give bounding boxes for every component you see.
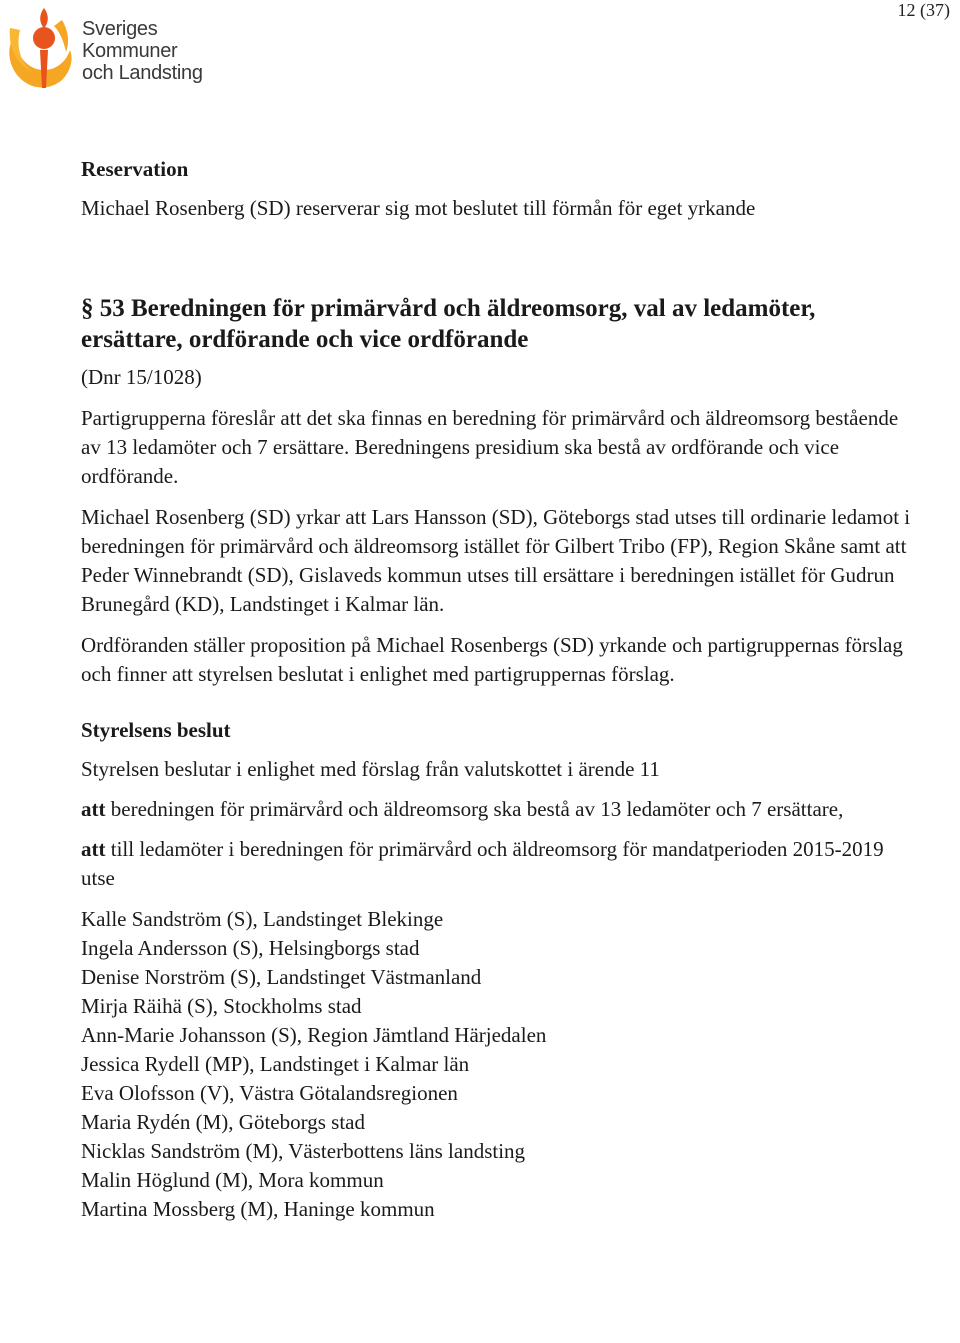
att-keyword: att: [81, 837, 106, 861]
list-item: Martina Mossberg (M), Haninge kommun: [81, 1197, 435, 1221]
dnr-reference: (Dnr 15/1028): [81, 365, 202, 389]
list-item: Ann-Marie Johansson (S), Region Jämtland Härjedalen: [81, 1023, 547, 1047]
list-item: Maria Rydén (M), Göteborgs stad: [81, 1110, 365, 1134]
decision-clause-2: [81, 835, 921, 893]
list-item: Mirja Räihä (S), Stockholms stad: [81, 994, 362, 1018]
list-item: Nicklas Sandström (M), Västerbottens läns landsting: [81, 1139, 526, 1163]
list-item: Eva Olofsson (V), Västra Götalandsregionen: [81, 1081, 458, 1105]
list-item: Jessica Rydell (MP), Landstinget i Kalmar län: [81, 1052, 470, 1076]
logo-line-1: Sveriges: [82, 18, 158, 40]
clause-text: beredningen för primärvård och äldreomsorg ska bestå av 13 ledamöter och 7 ersättare,: [105, 797, 844, 821]
list-item: Malin Höglund (M), Mora kommun: [81, 1168, 384, 1192]
clause-text: till ledamöter i beredningen för primärvård och äldreomsorg för mandatperioden 2015-2019 utse: [81, 837, 884, 890]
att-keyword: att: [81, 797, 106, 821]
list-item: Denise Norström (S), Landstinget Västmanland: [81, 965, 482, 989]
decision-clause-1: [81, 795, 921, 824]
section-heading: § 53 Beredningen för primärvård och äldreomsorg, val av ledamöter, ersättare, ordförande och vice ordförande: [81, 295, 816, 353]
decision-heading: Styrelsens beslut: [81, 718, 231, 742]
paragraph-motion: Michael Rosenberg (SD) yrkar att Lars Hansson (SD), Göteborgs stad utses till ordinarie ledamot i beredningen för primärvård och äldreomsorg istället för Gilbert Tribo (FP), Region Skåne samt att Peder Winnebrandt (SD), Gislaveds kommun utses till ersättare i beredningen istället för Gudrun Brunegård (KD), Landstinget i Kalmar län.: [81, 505, 911, 616]
logo-line-2: Kommuner: [82, 40, 178, 62]
logo-line-3: och Landsting: [82, 62, 203, 84]
list-item: Ingela Andersson (S), Helsingborgs stad: [81, 936, 420, 960]
organization-logo: [4, 6, 214, 92]
page-number: 12 (37): [897, 0, 950, 20]
document-body: [81, 155, 921, 1224]
member-list: [81, 905, 921, 1224]
list-item: Kalle Sandström (S), Landstinget Blekinge: [81, 907, 444, 931]
paragraph-proposition: Ordföranden ställer proposition på Michael Rosenbergs (SD) yrkande och partigruppernas förslag och finner att styrelsen beslutat i enlighet med partigruppernas förslag.: [81, 633, 903, 686]
decision-intro: Styrelsen beslutar i enlighet med förslag från valutskottet i ärende 11: [81, 757, 660, 781]
reservation-heading: Reservation: [81, 157, 189, 181]
logo-text: [82, 18, 203, 84]
paragraph-proposal: Partigrupperna föreslår att det ska finnas en beredning för primärvård och äldreomsorg bestående av 13 ledamöter och 7 ersättare. Beredningens presidium ska bestå av ordförande och vice ordförande.: [81, 406, 899, 488]
logo-emblem-icon: [4, 6, 76, 92]
reservation-text: Michael Rosenberg (SD) reserverar sig mot beslutet till förmån för eget yrkande: [81, 196, 756, 220]
